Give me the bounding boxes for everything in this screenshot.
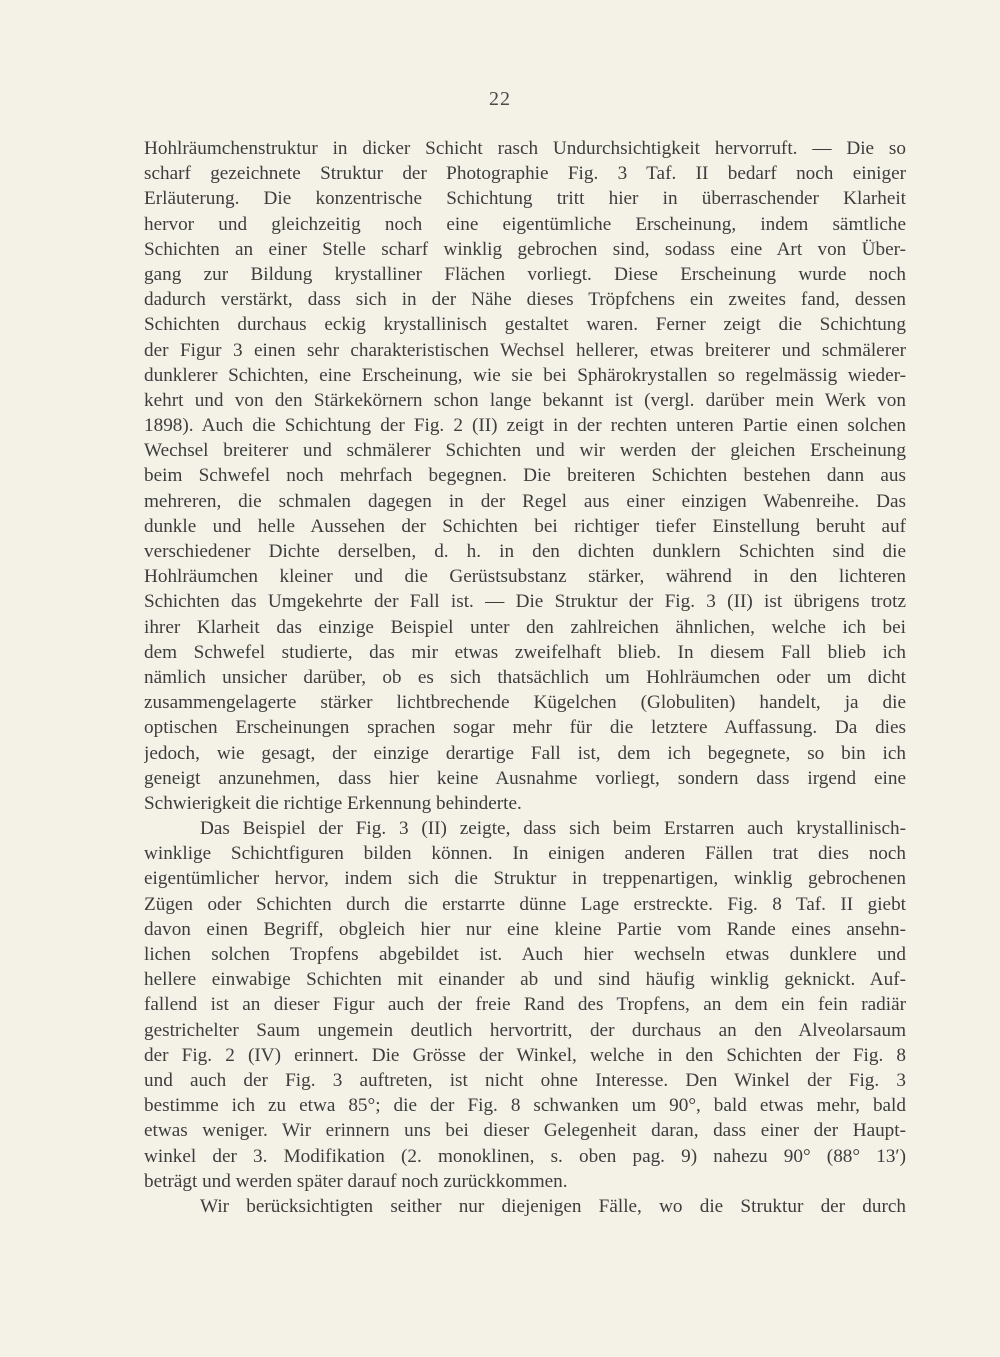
text-line: dunklerer Schichten, eine Erscheinung, wie sie bei Sphärokrystallen so regelmässig wieder- [144,364,906,386]
text-line: verschiedener Dichte derselben, d. h. in den dichten dunklern Schichten sind die [144,541,906,562]
text-line: etwas weniger. Wir erinnern uns bei dieser Gelegenheit daran, dass einer der Haupt- [144,1120,906,1142]
text-line: beträgt und werden später darauf noch zurückkommen. [144,1170,568,1192]
text-line: und auch der Fig. 3 auftreten, ist nicht ohne Interesse. Den Winkel der Fig. 3 [144,1069,906,1091]
text-line: Schichten das Umgekehrte der Fall ist. — Die Struktur der Fig. 3 (II) ist übrigens trotz [144,591,906,613]
text-line: dadurch verstärkt, dass sich in der Nähe dieses Tröpfchens ein zweites fand, dessen [144,289,906,311]
text-line: Hohlräumchenstruktur in dicker Schicht rasch Undurchsichtigkeit hervorruft. — Die so [144,138,906,159]
text-line: Das Beispiel der Fig. 3 (II) zeigte, dass sich beim Erstarren auch krystallinisch- [200,818,906,840]
text-line: davon einen Begriff, obgleich hier nur eine kleine Partie vom Rande eines ansehn- [144,918,906,940]
text-line: gestrichelter Saum ungemein deutlich hervortritt, der durchaus an den Alveolarsaum [144,1019,906,1041]
text-line: Schwierigkeit die richtige Erkennung behinderte. [144,792,522,814]
text-line: Hohlräumchen kleiner und die Gerüstsubstanz stärker, während in den lichteren [144,566,906,588]
text-line: bestimme ich zu etwa 85°; die der Fig. 8 schwanken um 90°, bald etwas mehr, bald [144,1095,906,1117]
text-line: mehreren, die schmalen dagegen in der Regel aus einer einzigen Wabenreihe. Das [144,490,906,512]
text-line: eigentümlicher hervor, indem sich die Struktur in treppenartigen, winklig gebrochenen [144,868,906,890]
text-line: hellere einwabige Schichten mit einander ab und sind häufig winklig geknickt. Auf- [144,969,906,991]
text-line: dunkle und helle Aussehen der Schichten bei richtiger tiefer Einstellung beruht auf [144,515,906,537]
text-line: der Fig. 2 (IV) erinnert. Die Grösse der Winkel, welche in den Schichten der Fig. 8 [144,1044,906,1066]
text-line: fallend ist an dieser Figur auch der freie Rand des Tropfens, an dem ein fein radiär [144,994,906,1016]
text-line: Schichten durchaus eckig krystallinisch gestaltet waren. Ferner zeigt die Schichtung [144,314,906,336]
text-line: Schichten an einer Stelle scharf winklig gebrochen sind, sodass eine Art von Über- [144,238,906,260]
body-text [144,136,906,1219]
text-line: nämlich unsicher darüber, ob es sich thatsächlich um Hohlräumchen oder um dicht [144,666,906,688]
text-line: lichen solchen Tropfens abgebildet ist. Auch hier wechseln etwas dunklere und [144,944,906,965]
text-line: kehrt und von den Stärkekörnern schon lange bekannt ist (vergl. darüber mein Werk von [144,389,906,411]
text-line: dem Schwefel studierte, das mir etwas zweifelhaft blieb. In diesem Fall blieb ich [144,641,906,663]
text-line: beim Schwefel noch mehrfach begegnen. Die breiteren Schichten bestehen dann aus [144,465,906,487]
text-line: winkel der 3. Modifikation (2. monoklinen, s. oben pag. 9) nahezu 90° (88° 13′) [144,1145,906,1167]
page-number: 22 [489,88,511,110]
text-line: Wir berücksichtigten seither nur diejenigen Fälle, wo die Struktur der durch [200,1195,906,1217]
text-line: scharf gezeichnete Struktur der Photographie Fig. 3 Taf. II bedarf noch einiger [144,163,906,185]
text-line: winklige Schichtfiguren bilden können. In einigen anderen Fällen trat dies noch [144,843,906,865]
text-line: zusammengelagerte stärker lichtbrechende Kügelchen (Globuliten) handelt, ja die [144,692,906,714]
text-line: Zügen oder Schichten durch die erstarrte dünne Lage erstreckte. Fig. 8 Taf. II giebt [144,893,906,915]
text-line: geneigt anzunehmen, dass hier keine Ausnahme vorliegt, sondern dass irgend eine [144,767,906,789]
text-line: Wechsel breiterer und schmälerer Schichten und wir werden der gleichen Erscheinung [144,440,906,462]
text-line: hervor und gleichzeitig noch eine eigentümliche Erscheinung, indem sämtliche [144,213,906,235]
text-line: Erläuterung. Die konzentrische Schichtung tritt hier in überraschender Klarheit [144,188,906,210]
text-line: optischen Erscheinungen sprachen sogar mehr für die letztere Auffassung. Da dies [144,717,906,739]
text-line: 1898). Auch die Schichtung der Fig. 2 (II) zeigt in der rechten unteren Partie einen solchen [144,415,906,437]
text-line: jedoch, wie gesagt, der einzige derartige Fall ist, dem ich begegnete, so bin ich [144,742,906,764]
text-line: ihrer Klarheit das einzige Beispiel unter den zahlreichen ähnlichen, welche ich bei [144,616,906,638]
text-line: der Figur 3 einen sehr charakteristischen Wechsel hellerer, etwas breiterer und schmälerer [144,339,906,361]
text-line: gang zur Bildung krystalliner Flächen vorliegt. Diese Erscheinung wurde noch [144,263,906,285]
